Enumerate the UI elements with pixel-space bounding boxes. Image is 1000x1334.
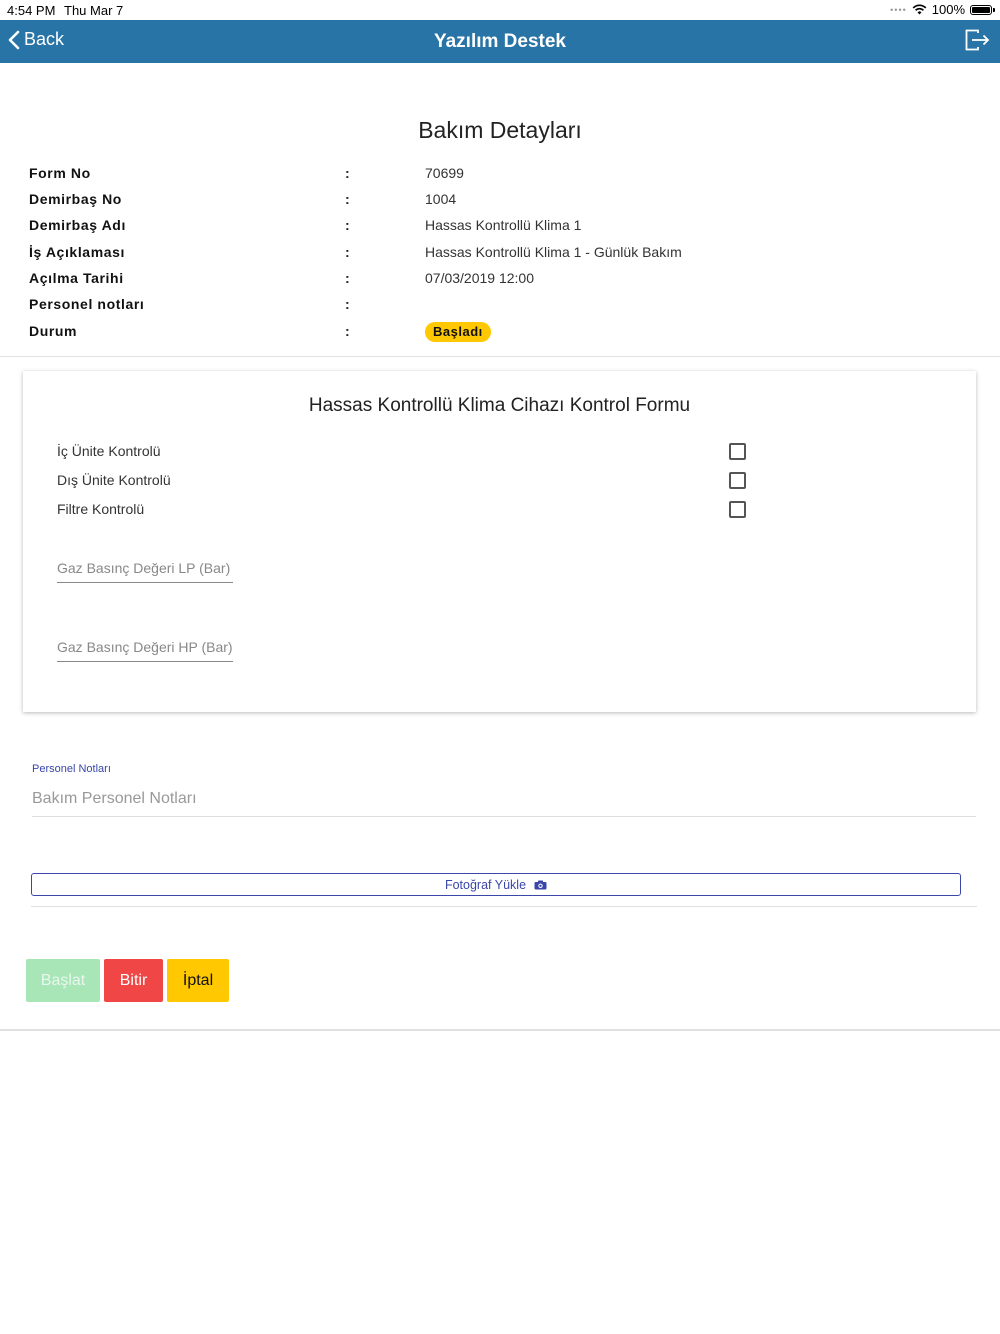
detail-label: Demirbaş Adı bbox=[29, 217, 126, 233]
back-label: Back bbox=[24, 29, 65, 49]
nav-title: Yazılım Destek bbox=[433, 31, 567, 52]
signal-dots-icon: •••• bbox=[890, 4, 907, 15]
status-bar bbox=[0, 0, 1000, 20]
gas-hp-input[interactable] bbox=[57, 635, 233, 662]
finish-button[interactable]: Bitir bbox=[104, 959, 163, 1002]
check-row-indoor-unit bbox=[23, 440, 976, 466]
divider bbox=[31, 906, 977, 907]
indoor-unit-checkbox[interactable] bbox=[729, 443, 746, 460]
detail-row-form-no bbox=[0, 165, 1000, 191]
logout-button[interactable] bbox=[964, 28, 990, 57]
upload-photo-label: Fotoğraf Yükle bbox=[444, 877, 527, 892]
start-button[interactable]: Başlat bbox=[26, 959, 100, 1002]
status-right bbox=[890, 2, 992, 17]
staff-notes-input[interactable] bbox=[32, 786, 976, 817]
nav-bar bbox=[0, 20, 1000, 63]
gas-lp-input[interactable] bbox=[57, 556, 233, 583]
detail-row-asset-no bbox=[0, 191, 1000, 217]
notes-label: Personel Notları bbox=[32, 763, 111, 775]
detail-value: 70699 bbox=[425, 165, 464, 181]
status-time: 4:54 PM bbox=[7, 3, 56, 18]
page-title: Bakım Detayları bbox=[418, 117, 582, 143]
outdoor-unit-checkbox[interactable] bbox=[729, 472, 746, 489]
upload-photo-button[interactable] bbox=[31, 873, 961, 896]
detail-label: İş Açıklaması bbox=[29, 244, 126, 260]
detail-value: Hassas Kontrollü Klima 1 bbox=[425, 217, 582, 233]
battery-icon bbox=[970, 5, 992, 15]
wifi-icon bbox=[912, 4, 927, 15]
check-row-outdoor-unit bbox=[23, 469, 976, 495]
detail-row-open-date bbox=[0, 270, 1000, 296]
divider bbox=[0, 356, 1000, 357]
control-form-card bbox=[23, 371, 976, 712]
detail-label: Demirbaş No bbox=[29, 191, 122, 207]
status-date: Thu Mar 7 bbox=[64, 3, 124, 18]
detail-colon: : bbox=[345, 165, 350, 181]
notes-placeholder: Bakım Personel Notları bbox=[32, 790, 197, 807]
detail-row-job-description bbox=[0, 244, 1000, 270]
check-row-filter bbox=[23, 498, 976, 524]
detail-colon: : bbox=[345, 296, 350, 312]
logout-icon bbox=[964, 28, 990, 52]
camera-icon bbox=[534, 880, 547, 890]
detail-row-asset-name bbox=[0, 217, 1000, 243]
detail-colon: : bbox=[345, 191, 350, 207]
gas-hp-placeholder: Gaz Basınç Değeri HP (Bar) bbox=[57, 639, 233, 655]
detail-value: 07/03/2019 12:00 bbox=[425, 270, 534, 286]
detail-colon: : bbox=[345, 270, 350, 286]
form-title: Hassas Kontrollü Klima Cihazı Kontrol Formu bbox=[308, 395, 691, 416]
detail-colon: : bbox=[345, 323, 350, 339]
detail-label: Açılma Tarihi bbox=[29, 270, 124, 286]
check-label: İç Ünite Kontrolü bbox=[57, 443, 161, 459]
filter-checkbox[interactable] bbox=[729, 501, 746, 518]
cancel-button[interactable]: İptal bbox=[167, 959, 229, 1002]
detail-value: Hassas Kontrollü Klima 1 - Günlük Bakım bbox=[425, 244, 682, 260]
detail-colon: : bbox=[345, 217, 350, 233]
detail-value: 1004 bbox=[425, 191, 457, 207]
divider bbox=[0, 1029, 1000, 1031]
gas-lp-placeholder: Gaz Basınç Değeri LP (Bar) bbox=[57, 560, 231, 576]
detail-row-staff-notes bbox=[0, 296, 1000, 322]
battery-percent: 100% bbox=[931, 2, 965, 17]
detail-label: Form No bbox=[29, 165, 91, 181]
check-label: Filtre Kontrolü bbox=[57, 501, 145, 517]
detail-label: Durum bbox=[29, 323, 78, 339]
detail-label: Personel notları bbox=[29, 296, 145, 312]
detail-colon: : bbox=[345, 244, 350, 260]
check-label: Dış Ünite Kontrolü bbox=[57, 472, 171, 488]
detail-row-status bbox=[0, 323, 1000, 349]
status-badge: Başladı bbox=[425, 322, 491, 342]
